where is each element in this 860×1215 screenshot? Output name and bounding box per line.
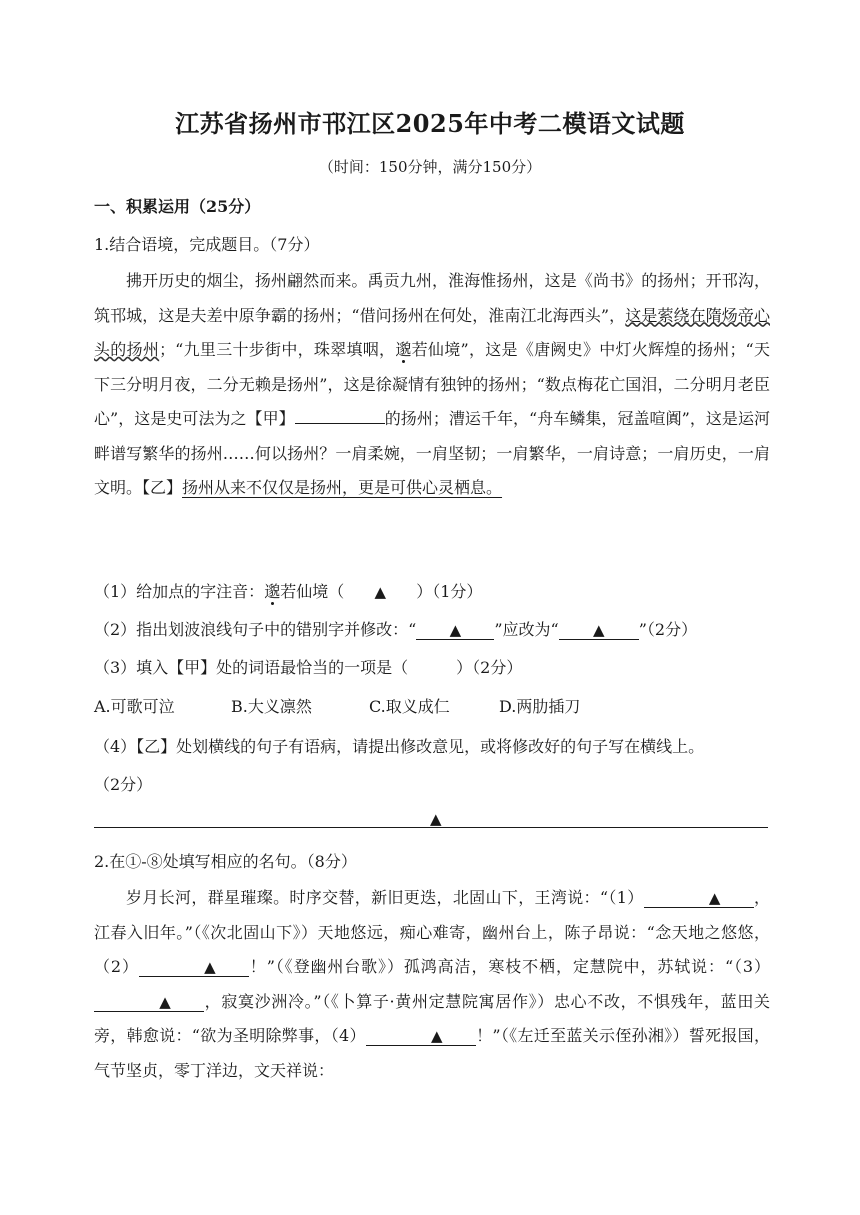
triangle-marker-icon: ▲ [204, 958, 216, 976]
triangle-marker-icon: ▲ [430, 810, 442, 828]
triangle-marker-icon: ▲ [708, 889, 721, 907]
question-1-passage [94, 264, 770, 506]
question-2-heading: 2.在①-⑧处填写相应的名句。（8分） [94, 852, 357, 871]
blank-2[interactable] [139, 958, 249, 977]
sub2-suffix: ”（2分） [638, 620, 698, 639]
sub-question-3: （3）填入【甲】处的词语最恰当的一项是（ ）（2分） [94, 658, 523, 677]
sub-question-4-points: （2分） [94, 775, 153, 794]
page-title: 江苏省扬州市邗江区2025年中考二模语文试题 [175, 109, 685, 138]
sub-question-1 [94, 579, 482, 602]
triangle-marker-icon: ▲ [374, 583, 386, 601]
sub2-middle: ”应改为“ [494, 620, 559, 639]
passage-text-d: 的扬州；漕运千年，“舟车鳞集，冠盖喧阗”，这是运河畔谱写繁华的扬州……何以扬州？一肩柔婉，一肩坚韧；一肩繁华，一肩诗意；一肩历史，一肩文明。【乙】 [94, 409, 770, 497]
passage2-text-3: ！”（《登幽州台歌》）孤鸿高洁，寒枝不栖，定慧院中，苏轼说：“（3） [248, 957, 770, 976]
sub2-wrong-char-blank[interactable] [416, 621, 494, 640]
section-heading-accumulation: 一、积累运用（25分） [94, 197, 261, 216]
question-2-passage [94, 881, 770, 1088]
passage2-text-5: ！”（《左迁至蓝关示侄孙湘》）誓死报国，气节坚贞，零丁洋边，文天祥说： [94, 1026, 770, 1080]
passage-text-a: 拂开历史的烟尘，扬州翩然而来。禹贡九州，淮海惟扬州，这是《尚书》的扬州；开邗沟，筑邗城，这是夫差中原争霸的扬州；“借问扬州在何处，淮南江北海西头”， [94, 271, 770, 325]
sub1-prefix: （1）给加点的字注音： [94, 582, 265, 601]
passage2-text-1: 岁月长河，群星璀璨。时序交替，新旧更迭，北固山下，王湾说：“（1） [126, 888, 644, 907]
passage-text-b: ；“九里三十步街中，珠翠填咽， [159, 340, 396, 359]
sub1-word: 若仙境（ [280, 582, 345, 601]
triangle-marker-icon: ▲ [449, 621, 462, 639]
exam-time-info: （时间：150分钟，满分150分） [318, 158, 542, 176]
underlined-sentence-yi: 扬州从来不仅仅是扬州，更是可供心灵栖息。 [182, 478, 503, 497]
sub1-dotted-character: 邈 [264, 582, 281, 601]
option-c[interactable]: C.取义成仁 [369, 697, 450, 716]
sub2-prefix: （2）指出划波浪线句子中的错别字并修改：“ [94, 620, 417, 639]
answer-line[interactable] [94, 827, 768, 828]
dotted-character: 邈 [395, 340, 412, 359]
passage-text-c: 若仙境”，这是《唐阙史》中灯火辉煌的扬州；“天下三分明月夜，二分无赖是扬州”，这是徐凝情有独钟的扬州；“数点梅花亡国泪，二分明月老臣心”，这是史可法为之【甲】 [94, 340, 770, 428]
sub1-suffix: ）（1分） [416, 582, 483, 601]
triangle-marker-icon: ▲ [592, 621, 605, 639]
sub-question-4: （4）【乙】处划横线的句子有语病，请提出修改意见，或将修改好的句子写在横线上。 [94, 737, 705, 756]
option-a[interactable]: A.可歌可泣 [94, 697, 175, 716]
blank-jia[interactable] [295, 405, 385, 424]
wavy-underlined-sentence: 这是萦绕在隋炀帝心头的扬州 [94, 305, 770, 359]
triangle-marker-icon: ▲ [159, 992, 171, 1011]
triangle-marker-icon: ▲ [431, 1027, 443, 1045]
sub-question-2 [94, 617, 697, 640]
question-1-heading: 1.结合语境，完成题目。（7分） [94, 235, 320, 254]
option-b[interactable]: B.大义凛然 [231, 697, 312, 716]
blank-4[interactable] [366, 1027, 476, 1046]
blank-3[interactable] [94, 993, 204, 1012]
option-d[interactable]: D.两肋插刀 [499, 697, 581, 716]
passage2-text-2: ，江春入旧年。”（《次北固山下》）天地悠远，痴心难寄，幽州台上，陈子昂说：“念天地之悠悠，（2） [94, 888, 770, 976]
blank-1[interactable] [644, 889, 754, 908]
passage2-text-4: ，寂寞沙洲冷。”（《卜算子·黄州定慧院寓居作》）忠心不改，不惧残年，蓝田关旁，韩愈说：“欲为圣明除弊事，（4） [94, 991, 770, 1045]
sub1-answer-slot[interactable] [344, 582, 416, 601]
sub2-correct-char-blank[interactable] [559, 621, 639, 640]
